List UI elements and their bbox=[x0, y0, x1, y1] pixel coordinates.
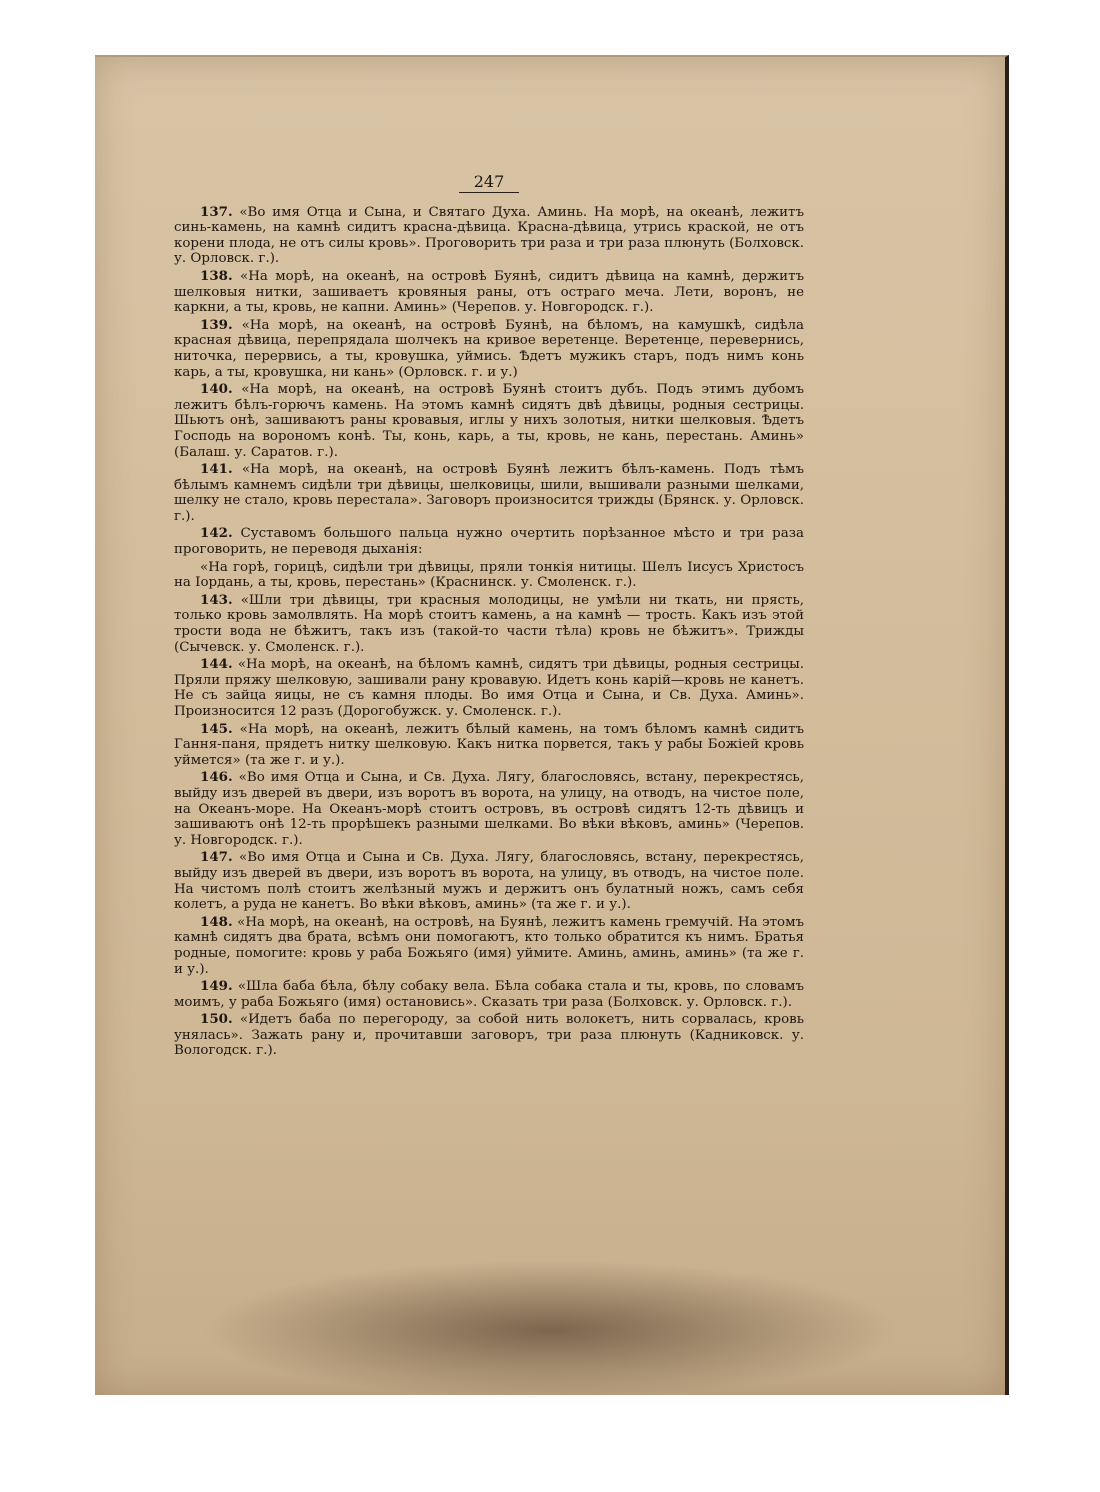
paragraph-text: «Шла баба бѣла, бѣлу собаку вела. Бѣла собака стала и ты, кровь, по словамъ моимъ, у раба Божьяго (имя) остановись». Сказать три раза (Болховск. у. Орловск. г.). bbox=[174, 979, 804, 1010]
paragraph-141 bbox=[174, 462, 804, 524]
paragraph-143 bbox=[174, 593, 804, 655]
paragraph-number: 140. bbox=[200, 381, 233, 398]
paragraph-149 bbox=[174, 979, 804, 1010]
paragraph-147 bbox=[174, 850, 804, 912]
paragraph-148 bbox=[174, 915, 804, 977]
paragraph-146 bbox=[174, 770, 804, 848]
paragraph-text: «На морѣ, на океанѣ, на островѣ Буянѣ стоитъ дубъ. Подъ этимъ дубомъ лежитъ бѣлъ-горючъ камень. На этомъ камнѣ сидятъ двѣ дѣвицы, родныя сестрицы. Шьютъ онѣ, зашиваютъ раны кровавыя, иглы у нихъ золотыя, нитки шелковыя. Ѣдетъ Господь на ворономъ конѣ. Ты, конь, карь, а ты, кровь, не кань, перестань. Аминь» (Балаш. у. Саратов. г.). bbox=[174, 382, 804, 460]
paragraph-number: 144. bbox=[200, 656, 233, 673]
paragraph-text: «Во имя Отца и Сына и Св. Духа. Лягу, благословясь, встану, перекрестясь, выйду изъ дверей въ двери, изъ воротъ въ ворота, на улицу, въ отводъ, на чистое поле. На чистомъ полѣ стоитъ желѣзный мужъ и держитъ онъ булатный ножъ, самъ себя колетъ, а руда не канетъ. Во вѣки вѣковъ, аминь» (та же г. и у.). bbox=[174, 850, 804, 913]
paragraph-150 bbox=[174, 1012, 804, 1059]
paragraph-number: 148. bbox=[200, 913, 233, 930]
paragraph-text: «На горѣ, горицѣ, сидѣли три дѣвицы, пряли тонкія нитицы. Шелъ Іисусъ Христосъ на Іордань, а ты, кровь, перестань» (Краснинск. у. Смоленск. г.). bbox=[174, 559, 804, 591]
paragraph-text: «На морѣ, на океанѣ, на островѣ Буянѣ, сидитъ дѣвица на камнѣ, держитъ шелковыя нитки, зашиваетъ кровяныя раны, отъ остраго меча. Лети, воронъ, не каркни, а ты, кровь, не капни. Аминь» (Черепов. у. Новгородск. г.). bbox=[174, 268, 804, 316]
paragraph-text: «На морѣ, на океанѣ, на островѣ, на Буянѣ, лежитъ камень гремучій. На этомъ камнѣ сидятъ два брата, всѣмъ они помогаютъ, кто только обратится къ нимъ. Братья родные, помогите: кровь у раба Божьяго (имя) уймите. Аминь, аминь, аминь» (та же г. и у.). bbox=[174, 914, 804, 977]
paragraph-number: 145. bbox=[200, 720, 233, 737]
paragraph-number: 139. bbox=[200, 316, 233, 333]
paragraph-text: «Шли три дѣвицы, три красныя молодицы, не умѣли ни ткать, ни прясть, только кровь замолвлять. На морѣ стоитъ камень, а на камнѣ — трость. Какъ изъ этой трости вода не бѣжитъ, такъ изъ (такой-то части тѣла) кровь не бѣжитъ». Трижды (Сычевск. у. Смоленск. г.). bbox=[174, 592, 804, 655]
paragraph-text: «Во имя Отца и Сына, и Святаго Духа. Аминь. На морѣ, на океанѣ, лежитъ синь-камень, на камнѣ сидитъ красна-дѣвица. Красна-дѣвица, утрись краской, не отъ корени плода, не отъ силы кровь». Проговорить три раза и три раза плюнуть (Болховск. у. Орловск. г.). bbox=[174, 204, 804, 267]
paragraph-number: 142. bbox=[200, 525, 233, 542]
paragraph-144 bbox=[174, 657, 804, 719]
paragraph-number: 147. bbox=[200, 849, 233, 866]
page-text bbox=[174, 170, 804, 1061]
paragraph-number: 138. bbox=[200, 267, 233, 284]
paragraph-text: «На морѣ, на океанѣ, на островѣ Буянѣ лежитъ бѣлъ-камень. Подъ тѣмъ бѣлымъ камнемъ сидѣли три дѣвицы, шелковицы, шили, вышивали разными шелками, шелку не стало, кровь перестала». Заговоръ произносится трижды (Брянск. у. Орловск. г.). bbox=[174, 462, 804, 524]
paragraph-text: «На морѣ, на океанѣ, на бѣломъ камнѣ, сидятъ три дѣвицы, родныя сестрицы. Пряли пряжу шелковую, зашивали рану кровавую. Идетъ конь карій—кровь не канетъ. Не съ зайца яицы, не съ камня плоды. Во имя Отца и Сына, и Св. Духа. Аминь». Произносится 12 разъ (Дорогобужск. у. Смоленск. г.). bbox=[174, 657, 804, 719]
paragraph-139 bbox=[174, 318, 804, 380]
paragraph-text: «На морѣ, на океанѣ, на островѣ Буянѣ, на бѣломъ, на камушкѣ, сидѣла красная дѣвица, перепрядала шолчекъ на кривое веретенце. Веретенце, перевернись, ниточка, перервись, а ты, кровушка, уймись. Ѣдетъ мужикъ старъ, подъ нимъ конь карь, а ты, кровушка, ни кань» (Орловск. г. и у.) bbox=[174, 317, 804, 380]
paragraph-145 bbox=[174, 722, 804, 769]
paragraph-number: 149. bbox=[200, 978, 233, 995]
paragraph-text: «Во имя Отца и Сына, и Св. Духа. Лягу, благословясь, встану, перекрестясь, выйду изъ дверей въ двери, изъ воротъ въ ворота, на улицу, на отводъ, на чистое поле, на Океанъ-море. На Океанъ-морѣ стоитъ островъ, въ островѣ сидятъ 12-ть дѣвицъ и зашиваютъ онѣ 12-ть прорѣшекъ разными шелками. Во вѣки вѣковъ, аминь» (Черепов. у. Новгородск. г.). bbox=[174, 770, 804, 848]
paragraph-number: 143. bbox=[200, 591, 233, 608]
paragraph-138 bbox=[174, 269, 804, 316]
paragraph-text: «На морѣ, на океанѣ, лежитъ бѣлый камень, на томъ бѣломъ камнѣ сидитъ Гання-паня, прядетъ нитку шелковую. Какъ нитка порвется, такъ у рабы Божіей кровь уймется» (та же г. и у.). bbox=[174, 721, 805, 768]
paragraph-142-charm bbox=[174, 560, 804, 591]
page-shadow bbox=[200, 1260, 900, 1400]
paragraph-140 bbox=[174, 382, 804, 460]
paragraph-number: 150. bbox=[200, 1011, 233, 1028]
paragraph-text: Суставомъ большого пальца нужно очертить порѣзанное мѣсто и три раза проговорить, не переводя дыханія: bbox=[174, 526, 804, 558]
paragraph-142 bbox=[174, 526, 804, 557]
paragraph-text: «Идетъ баба по перегороду, за собой нить волокетъ, нить сорвалась, кровь унялась». Зажать рану и, прочитавши заговоръ, три раза плюнуть (Кадниковск. у. Вологодск. г.). bbox=[174, 1012, 804, 1059]
page-number: 247 bbox=[459, 174, 519, 193]
paragraph-number: 137. bbox=[200, 203, 233, 220]
paragraph-number: 146. bbox=[200, 769, 233, 786]
paragraph-number: 141. bbox=[200, 461, 233, 478]
paragraph-137 bbox=[174, 205, 804, 267]
